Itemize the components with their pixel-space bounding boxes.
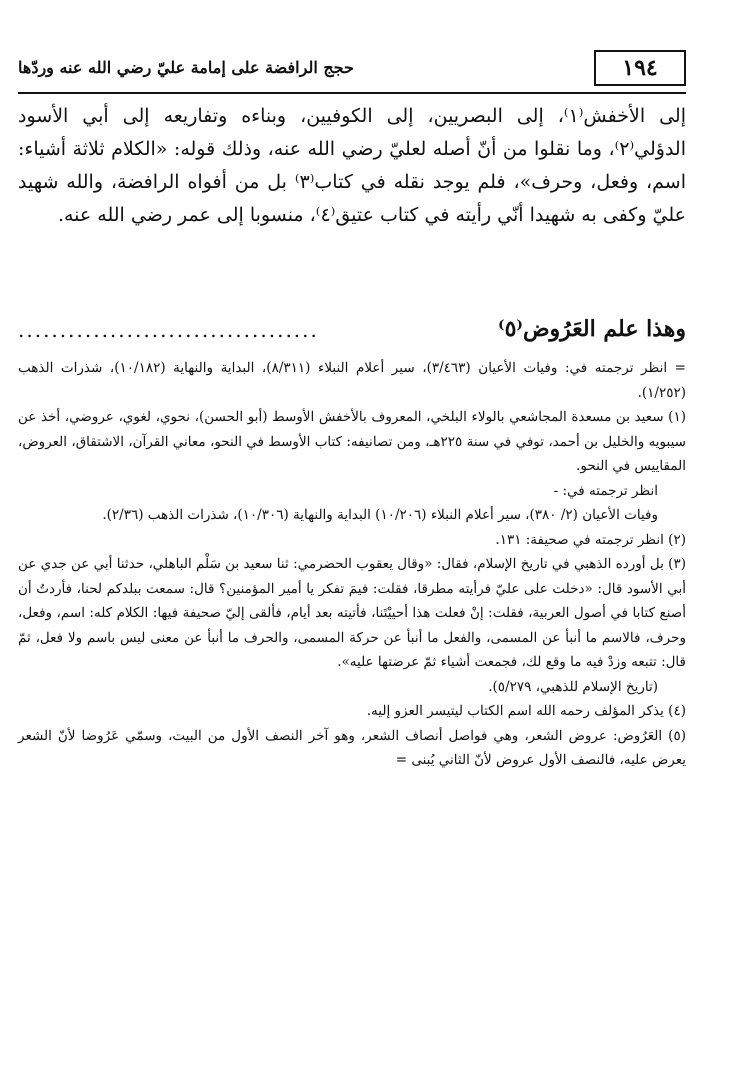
- footnote-1-refs: وفيات الأعيان (٢/ ٣٨٠)، سير أعلام النبلاء (١٠/٢٠٦) البداية والنهاية (١٠/٣٠٦)، شذرات الذهب (٢/٣٦).: [102, 507, 658, 523]
- footnote-continuation: = انظر ترجمته في: وفيات الأعيان (٣/٤٦٣)، سير أعلام النبلاء (٨/٣١١)، البداية والنهاية (١٠/١٨٢)، شذرات الذهب (١/٢٥٢).: [18, 360, 686, 401]
- footnote-1-ref-label: انظر ترجمته في: -: [553, 482, 658, 499]
- footnote-3-source: (تاريخ الإسلام للذهبي، ٥/٢٧٩).: [488, 678, 658, 695]
- section-dots: ....................................: [18, 318, 319, 342]
- main-text: [18, 100, 686, 232]
- section-heading-line: [18, 316, 686, 346]
- body-paragraph: إلى الأخفش⁽١⁾، إلى البصريين، إلى الكوفيين، وبناءه وتفاريعه إلى أبي الأسود الدؤلي⁽٢⁾، وما نقلوا من أنّ أصله لعليّ رضي الله عنه، وذلك قوله: «الكلام ثلاثة أشياء: اسم، وفعل، وحرف»، فلم يوجد نقله في كتاب⁽٣⁾ بل من أفواه الرافضة، والله شهيد عليّ وكفى به شهيدا أنّي رأيته في كتاب عتيق⁽٤⁾، منسوبا إلى عمر رضي الله عنه.: [18, 105, 686, 226]
- footnote-3: (٣) بل أورده الذهبي في تاريخ الإسلام، فقال: «وقال يعقوب الحضرمي: ثنا سعيد بن سَلْم الباهلي، حدثنا أبي عن جدي عن أبي الأسود قال: «دخلت على عليّ فرأيته مطرقا، فقلت: فيمَ تفكر يا أمير المؤمنين؟ قال: سمعت ببلدكم لحنا، فأردتُ أن أصنع كتابا في أصول العربية، فقلت: إنْ فعلت هذا أحييْتَنا، فأتيته بعد أيام، فألقى إليّ صحيفة فيها: الكلام كله: اسم، وفعل، وحرف، فالاسم ما أنبأ عن المسمى، والفعل ما أنبأ عن حركة المسمى، والحرف ما أنبأ عن معنى ليس باسم ولا فعل، ثمّ قال: تتبعه وزدْ فيه ما وقع لك، فجمعت أشياء ثمّ عرضتها عليه».: [18, 556, 686, 670]
- header-rule: [18, 92, 686, 94]
- running-title: حجج الرافضة على إمامة عليّ رضي الله عنه وردّها: [18, 58, 354, 77]
- footnote-1: (١) سعيد بن مسعدة المجاشعي بالولاء البلخي، المعروف بالأخفش الأوسط (أبو الحسن)، نحوي، لغوي، عروضي، أخذ عن سيبويه والخليل بن أحمد، توفي في سنة ٢٢٥هـ، ومن تصانيفه: كتاب الأوسط في النحو، معاني القرآن، الاشتقاق، العروض، المقاييس في النحو.: [18, 409, 686, 474]
- footnote-4: (٤) يذكر المؤلف رحمه الله اسم الكتاب ليتيسر العزو إليه.: [366, 703, 686, 719]
- footnote-5: (٥) العَرُوض: عروض الشعر، وهي فواصل أنصاف الشعر، وهو آخر النصف الأول من البيت، وسمّي عَرُوضا لأنّ الشعر يعرض عليه، فالنصف الأول عروض لأنّ الثاني يُبنى =: [18, 727, 686, 768]
- footnotes: [18, 356, 686, 773]
- footnote-2: (٢) انظر ترجمته في صحيفة: ١٣١.: [495, 531, 686, 548]
- section-heading: وهذا علم العَرُوض⁽٥⁾: [498, 316, 686, 342]
- page-header: [18, 44, 686, 94]
- page-number: ١٩٤: [594, 50, 686, 86]
